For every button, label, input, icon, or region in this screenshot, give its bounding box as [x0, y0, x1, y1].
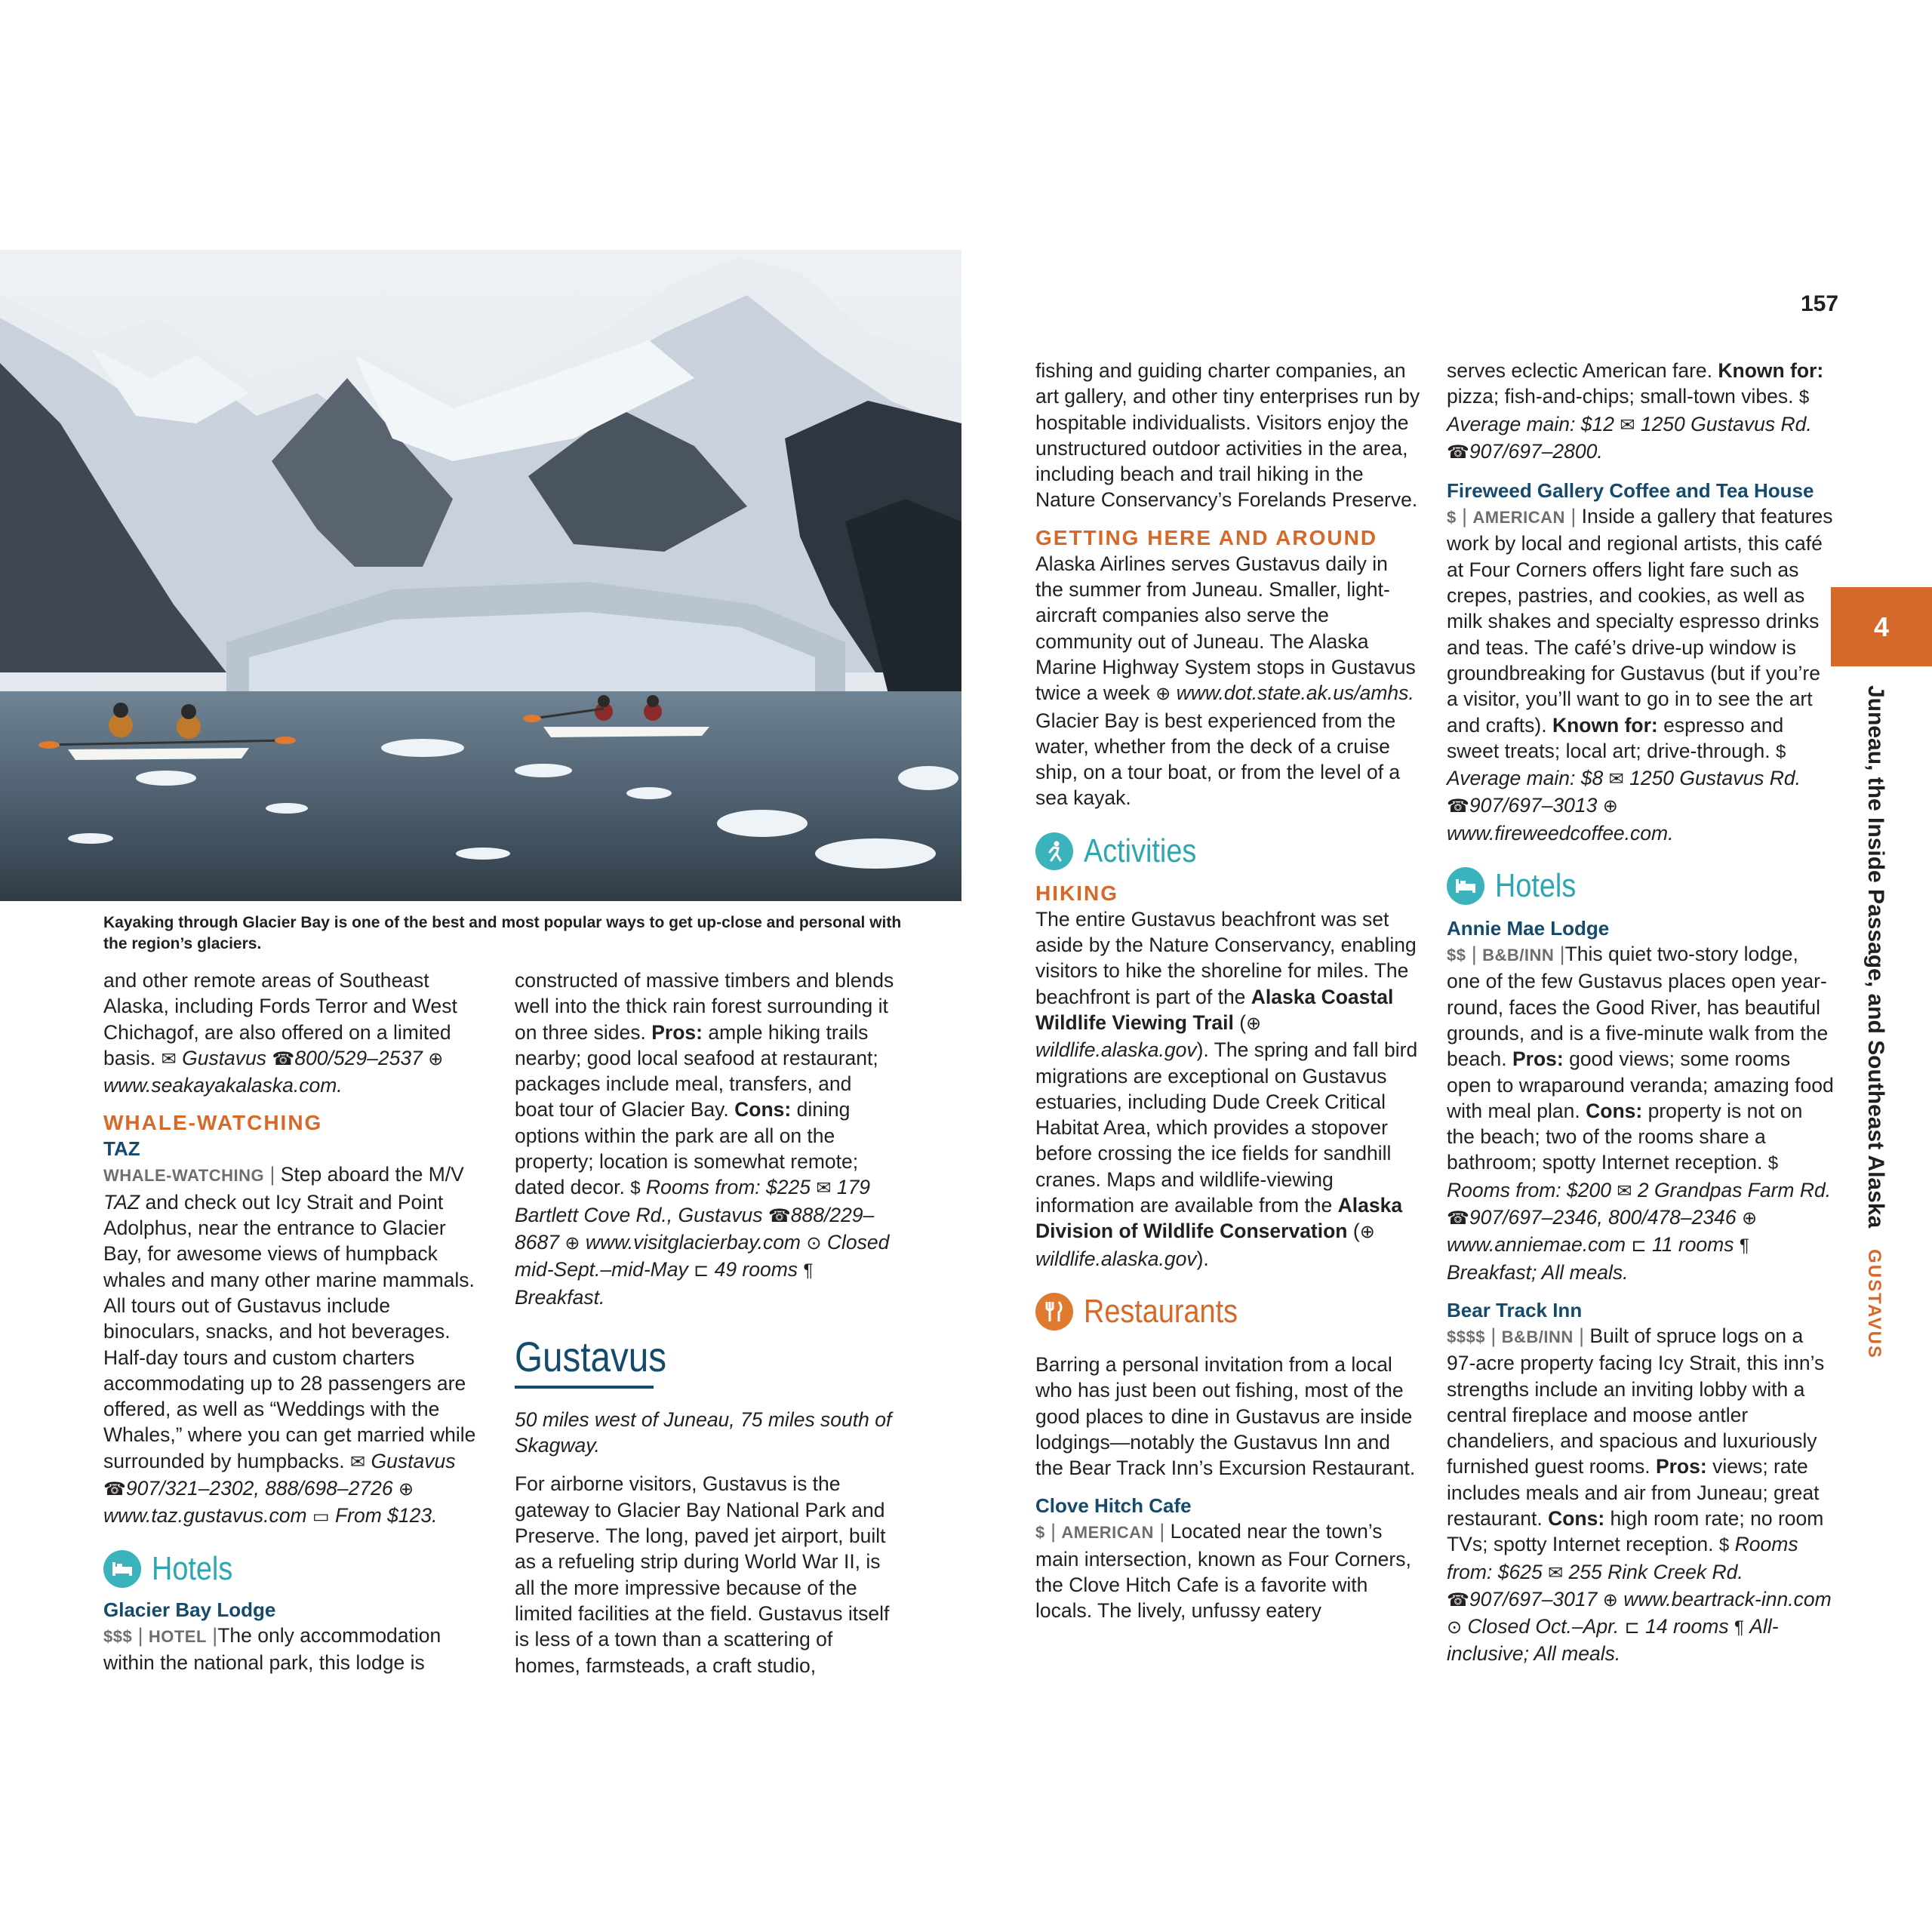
fork-knife-icon [1035, 1293, 1073, 1331]
clove-hitch-cafe-text: $ | AMERICAN | Located near the town’s main intersection, known as Four Corners, the Clove Hitch Cafe is a favorite with locals. The lively, unfussy eatery [1035, 1520, 1411, 1623]
web-icon: ⊕ [428, 1048, 444, 1069]
phone-icon: ☎ [272, 1048, 295, 1069]
bed-icon [103, 1550, 141, 1588]
web-link[interactable]: www.seakayakalaska.com. [103, 1074, 343, 1097]
price-icon: $ [630, 1178, 641, 1199]
phone-icon: ☎ [1447, 1208, 1469, 1229]
bed-icon [1447, 867, 1484, 905]
mail-icon: ✉ [1620, 414, 1635, 435]
clove-hitch-cafe-name: Clove Hitch Cafe [1035, 1494, 1192, 1518]
clove-hitch-continued: serves eclectic American fare. Known for: pizza; fish-and-chips; small-town vibes. $ Average main: $12 ✉ 1250 Gustavus Rd. ☎907/697–2800. [1447, 359, 1824, 463]
kayak-paragraph: and other remote areas of Southeast Alaska, including Fords Terror and West Chichagof, are also offered on a limited basis. ✉ Gustavus ☎800/529–2537 ⊕ www.seakayakalaska.com. [103, 969, 457, 1097]
hiker-icon [1035, 832, 1073, 870]
web-icon: ⊕ [1602, 796, 1618, 817]
gustavus-location: 50 miles west of Juneau, 75 miles south of Skagway. [515, 1407, 892, 1457]
column-2 [515, 968, 896, 1678]
web-link[interactable]: www.anniemae.com [1447, 1233, 1626, 1257]
gustavus-intro-continued: fishing and guiding charter companies, an art gallery, and other tiny enterprises run by hospitable individualists. Visitors enjoy the unstructured outdoor activities in the area, including beach and trail hiking in the Nature Conservancy’s Forelands Preserve. [1035, 359, 1420, 512]
lodge-continued: constructed of massive timbers and blends well into the thick rain forest surrounding it on three sides. Pros: ample hiking trails nearby; good local seafood at restaurant; packages include meal, transfers, and boat tour of Glacier Bay. Cons: dining options within the park are all on the property; location is somewhat remote; dated decor. $ Rooms from: $225 ✉ 179 Bartlett Cove Rd., Gustavus ☎888/229–8687 ⊕ www.visitglacierbay.com ⊙ Closed mid-Sept.–mid-May ⊏ 49 rooms ¶ Breakfast. [515, 969, 894, 1309]
web-icon: ⊕ [398, 1479, 414, 1500]
meal-icon: ¶ [1734, 1617, 1744, 1638]
bed-icon: ⊏ [1624, 1617, 1640, 1638]
side-section-name: GUSTAVUS [1864, 1249, 1884, 1359]
mail-icon: ✉ [816, 1178, 832, 1199]
annie-mae-lodge-name: Annie Mae Lodge [1447, 917, 1610, 940]
meal-icon: ¶ [803, 1260, 814, 1281]
title-rule [515, 1386, 654, 1389]
price-icon: $ [1718, 1535, 1730, 1556]
web-link[interactable]: www.beartrack-inn.com [1623, 1587, 1832, 1611]
bed-icon: ⊏ [694, 1260, 709, 1281]
bear-track-inn-name: Bear Track Inn [1447, 1298, 1583, 1321]
getting-here-heading: GETTING HERE AND AROUND [1035, 525, 1378, 549]
mail-icon: ✉ [1608, 769, 1624, 790]
gustavus-heading-block [515, 1331, 896, 1389]
web-link[interactable]: wildlife.alaska.gov [1035, 1247, 1197, 1270]
ticket-icon: ▭ [312, 1506, 330, 1527]
chapter-tab: 4 [1831, 587, 1932, 666]
mail-icon: ✉ [1548, 1562, 1564, 1583]
bed-icon: ⊏ [1631, 1235, 1647, 1257]
hiking-heading: HIKING [1035, 881, 1118, 905]
running-side-title [1849, 685, 1894, 1359]
phone-icon: ☎ [1447, 441, 1469, 463]
mail-icon: ✉ [1617, 1180, 1632, 1201]
restaurants-intro: Barring a personal invitation from a local who has just been out fishing, most of the good places to dine in Gustavus are inside lodgings—notably the Gustavus Inn and the Bear Track Inn’s Excursion Restaurant. [1035, 1352, 1416, 1480]
web-link[interactable]: www.fireweedcoffee.com. [1447, 821, 1674, 844]
fireweed-text: $ | AMERICAN | Inside a gallery that features work by local and regional artists, this café at Four Corners offers light fare such as crepes, pastries, and cookies, as well as milk shakes and specialty espresso drinks and teas. The café’s drive-up window is groundbreaking for Gustavus (but if you’re a visitor, you’ll want to go in to see the art and crafts). Known for: espresso and sweet treats; local art; drive-through. $ Average main: $8 ✉ 1250 Gustavus Rd. ☎907/697–3013 ⊕ www.fireweedcoffee.com. [1447, 505, 1833, 844]
web-link[interactable]: www.dot.state.ak.us/amhs. [1176, 681, 1414, 705]
web-link[interactable]: www.taz.gustavus.com [103, 1504, 307, 1527]
web-icon: ⊕ [1602, 1589, 1618, 1611]
web-icon: ⊕ [1246, 1013, 1262, 1034]
photo-caption: Kayaking through Glacier Bay is one of the best and most popular ways to get up-close and personal with the region’s glaciers. [103, 914, 902, 952]
web-link[interactable]: wildlife.alaska.gov [1035, 1038, 1197, 1062]
clock-icon: ⊙ [1447, 1617, 1463, 1638]
web-link[interactable]: www.visitglacierbay.com [585, 1230, 801, 1254]
fireweed-name: Fireweed Gallery Coffee and Tea House [1447, 479, 1814, 503]
activities-section-heading: Activities [1035, 831, 1420, 872]
column-4 [1447, 358, 1835, 1667]
hotels-section-heading: Hotels [103, 1549, 481, 1589]
taz-paragraph: WHALE-WATCHING | Step aboard the M/V TAZ and check out Icy Strait and Point Adolphus, near the entrance to Glacier Bay, for awesome views of humpback whales and many other marine mammals. All tours out of Gustavus include binoculars, snacks, and hot beverages. Half-day tours and custom charters accommodating up to 28 passengers are offered, as well as “Weddings with the Whales,” where you can get married while surrounded by humpbacks. ✉ Gustavus ☎907/321–2302, 888/698–2726 ⊕ www.taz.gustavus.com ▭ From $123. [103, 1163, 476, 1527]
gustavus-intro: For airborne visitors, Gustavus is the gateway to Glacier Bay National Park and Preserve. The long, paved jet airport, built as a refueling strip during World War II, is all the more impressive because of the limited facilities at the field. Gustavus itself is less of a town than a scattering of homes, farmsteads, a craft studio, [515, 1472, 890, 1677]
restaurants-section-heading: Restaurants [1035, 1291, 1420, 1332]
whale-watching-heading: WHALE-WATCHING [103, 1111, 323, 1135]
price-icon: $ [1767, 1153, 1779, 1174]
taz-name: TAZ [103, 1137, 140, 1161]
phone-icon: ☎ [768, 1205, 791, 1226]
page-number: 157 [1801, 291, 1839, 316]
mail-icon: ✉ [350, 1451, 366, 1472]
web-icon: ⊕ [1741, 1208, 1758, 1229]
hotels-section-heading-2: Hotels [1447, 866, 1835, 906]
column-1 [103, 968, 481, 1675]
web-icon: ⊕ [565, 1232, 580, 1254]
meal-icon: ¶ [1739, 1235, 1749, 1257]
clock-icon: ⊙ [806, 1232, 822, 1254]
web-icon: ⊕ [1359, 1222, 1375, 1243]
phone-icon: ☎ [103, 1479, 126, 1500]
hiking-text: The entire Gustavus beachfront was set aside by the Nature Conservancy, enabling visitors to hike the shoreline for miles. The beachfront is part of the Alaska Coastal Wildlife Viewing Trail (⊕ wildlife.alaska.gov). The spring and fall bird migrations are exceptional on Gustavus estuaries, including Dude Creek Critical Habitat Area, which provides a stopover before crossing the ice fields for sandhill cranes. Maps and wildlife-viewing information are available from the Alaska Division of Wildlife Conservation (⊕ wildlife.alaska.gov). [1035, 907, 1418, 1270]
getting-here-text: Alaska Airlines serves Gustavus daily in the summer from Juneau. Smaller, light-aircraft companies also serve the community out of Juneau. The Alaska Marine Highway System stops in Gustavus twice a week ⊕ www.dot.state.ak.us/amhs. Glacier Bay is best experienced from the water, whether from the deck of a cruise ship, on a tour boat, or from the level of a sea kayak. [1035, 552, 1416, 810]
phone-icon: ☎ [1447, 796, 1469, 817]
side-chapter-title: Juneau, the Inside Passage, and Southeast Alaska [1863, 685, 1888, 1229]
column-3 [1035, 358, 1420, 1624]
annie-mae-lodge-text: $$ | B&B/INN |This quiet two-story lodge, one of the few Gustavus places open year-round, faces the Good River, has beautiful grounds, and is a five-minute walk from the beach. Pros: good views; some rooms open to wraparound veranda; amazing food with meal plan. Cons: property is not on the beach; two of the rooms share a bathroom; spotty Internet reception. $ Rooms from: $200 ✉ 2 Grandpas Farm Rd. ☎907/697–2346, 800/478–2346 ⊕ www.anniemae.com ⊏ 11 rooms ¶ Breakfast; All meals. [1447, 943, 1834, 1284]
gustavus-title: Gustavus [515, 1332, 667, 1380]
bear-track-inn-text: $$$$ | B&B/INN | Built of spruce logs on a 97-acre property facing Icy Strait, this inn’s strengths include an inviting lobby with a central fireplace and moose antler chandeliers, and spacious and luxuriously furnished guest rooms. Pros: views; rate includes meals and air from Juneau; great restaurant. Cons: high room rate; no room TVs; spotty Internet reception. $ Rooms from: $625 ✉ 255 Rink Creek Rd. ☎907/697–3017 ⊕ www.beartrack-inn.com ⊙ Closed Oct.–Apr. ⊏ 14 rooms ¶ All-inclusive; All meals. [1447, 1324, 1832, 1666]
price-icon: $ [1798, 387, 1810, 408]
phone-icon: ☎ [1447, 1589, 1469, 1611]
web-icon: ⊕ [1155, 684, 1171, 705]
glacier-bay-lodge-name: Glacier Bay Lodge [103, 1598, 276, 1621]
glacier-bay-lodge-text: $$$ | HOTEL |The only accommodation within the national park, this lodge is [103, 1623, 441, 1674]
price-icon: $ [1775, 741, 1786, 762]
glacier-bay-kayak-photo [0, 250, 961, 901]
mail-icon: ✉ [161, 1048, 177, 1069]
